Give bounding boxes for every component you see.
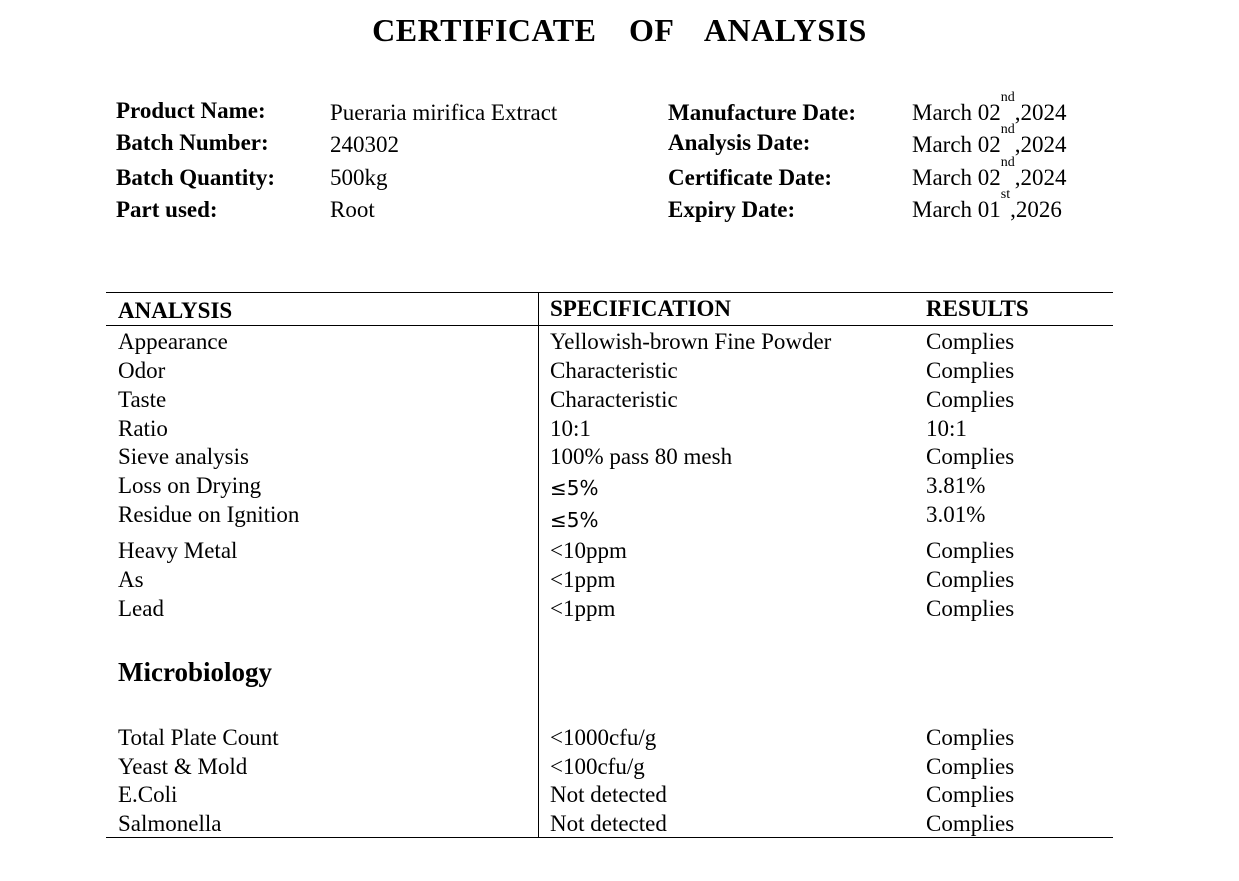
table-column-divider	[538, 292, 539, 838]
specification-cell: Characteristic	[550, 358, 678, 383]
result-cell: Complies	[926, 782, 1015, 807]
batch-quantity-value: 500kg	[330, 165, 388, 190]
specification-cell: <10ppm	[550, 538, 627, 563]
specification-cell: <1ppm	[550, 567, 616, 592]
analysis-cell: Taste	[118, 387, 167, 412]
result-cell: Complies	[926, 444, 1015, 469]
analysis-date-label: Analysis Date:	[668, 130, 811, 155]
specification-cell: Not detected	[550, 811, 667, 836]
expiry-date-value: March 01st,2026	[912, 187, 1062, 222]
specification-cell: <1ppm	[550, 596, 616, 621]
product-name-value: Pueraria mirifica Extract	[330, 100, 558, 125]
specification-cell: <100cfu/g	[550, 754, 645, 779]
analysis-cell: As	[118, 567, 144, 592]
analysis-cell: Appearance	[118, 329, 228, 354]
analysis-cell: Sieve analysis	[118, 444, 249, 469]
analysis-cell: Residue on Ignition	[118, 502, 300, 527]
result-cell: Complies	[926, 329, 1015, 354]
microbiology-section-title: Microbiology	[118, 657, 272, 687]
analysis-cell: Heavy Metal	[118, 538, 238, 563]
result-cell: Complies	[926, 358, 1015, 383]
result-cell: 3.01%	[926, 502, 986, 527]
expiry-date-label: Expiry Date:	[668, 197, 796, 222]
specification-cell: <1000cfu/g	[550, 725, 657, 750]
result-cell: Complies	[926, 754, 1015, 779]
specification-cell: 100% pass 80 mesh	[550, 444, 733, 469]
batch-number-label: Batch Number:	[116, 130, 269, 155]
analysis-cell: Ratio	[118, 416, 168, 441]
certificate-date-value: March 02nd,2024	[912, 155, 1067, 190]
analysis-cell: E.Coli	[118, 782, 178, 807]
document-title: CERTIFICATE OF ANALYSIS	[372, 12, 867, 48]
part-used-value: Root	[330, 197, 375, 222]
header-analysis: ANALYSIS	[118, 298, 233, 323]
result-cell: Complies	[926, 567, 1015, 592]
result-cell: Complies	[926, 811, 1015, 836]
analysis-cell: Total Plate Count	[118, 725, 279, 750]
manufacture-date-label: Manufacture Date:	[668, 100, 856, 125]
specification-cell: ≤5%	[550, 476, 599, 500]
product-name-label: Product Name:	[116, 98, 266, 123]
analysis-date-value: March 02nd,2024	[912, 122, 1067, 157]
batch-quantity-label: Batch Quantity:	[116, 165, 276, 190]
table-bottom-border	[106, 837, 1113, 838]
specification-cell: Yellowish-brown Fine Powder	[550, 329, 832, 354]
result-cell: Complies	[926, 725, 1015, 750]
result-cell: 3.81%	[926, 473, 986, 498]
certificate-date-label: Certificate Date:	[668, 165, 833, 190]
specification-cell: 10:1	[550, 416, 591, 441]
specification-cell: Characteristic	[550, 387, 678, 412]
analysis-cell: Lead	[118, 596, 164, 621]
header-results: RESULTS	[926, 296, 1029, 321]
table-top-border	[106, 292, 1113, 293]
analysis-cell: Loss on Drying	[118, 473, 262, 498]
result-cell: Complies	[926, 387, 1015, 412]
part-used-label: Part used:	[116, 197, 218, 222]
header-specification: SPECIFICATION	[550, 296, 732, 321]
specification-cell: Not detected	[550, 782, 667, 807]
analysis-cell: Odor	[118, 358, 166, 383]
table-header-border	[106, 325, 1113, 326]
batch-number-value: 240302	[330, 132, 399, 157]
result-cell: Complies	[926, 596, 1015, 621]
manufacture-date-value: March 02nd,2024	[912, 90, 1067, 125]
result-cell: Complies	[926, 538, 1015, 563]
analysis-cell: Yeast & Mold	[118, 754, 248, 779]
specification-cell: ≤5%	[550, 508, 599, 532]
analysis-cell: Salmonella	[118, 811, 222, 836]
result-cell: 10:1	[926, 416, 967, 441]
